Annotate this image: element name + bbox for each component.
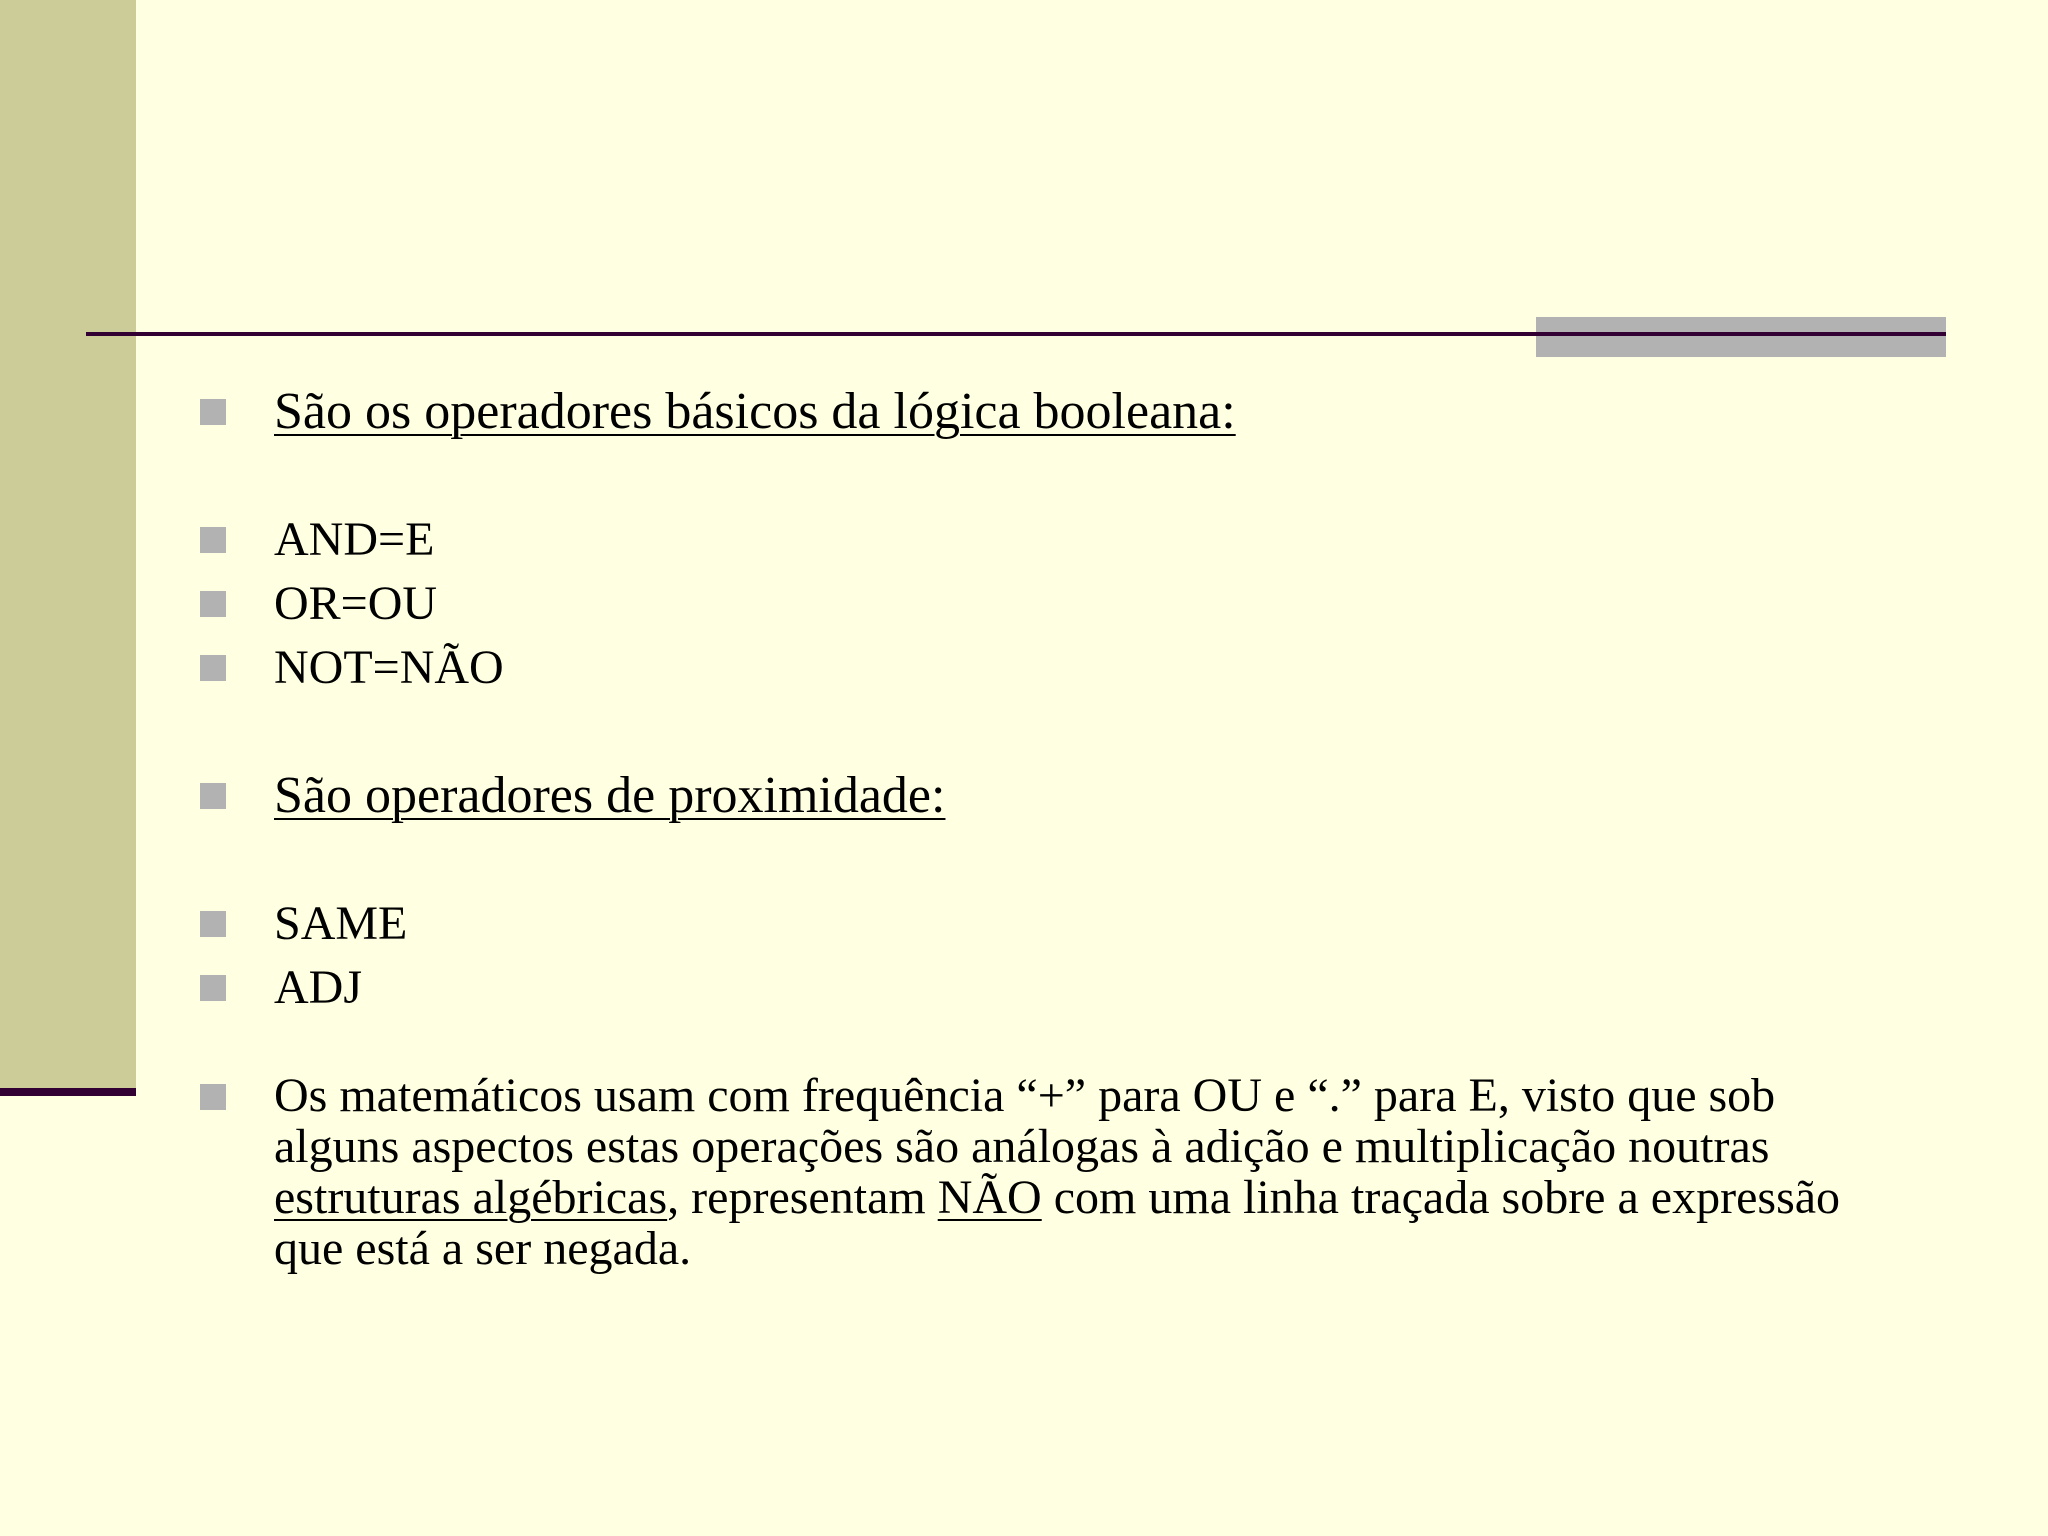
square-bullet-icon — [200, 911, 226, 937]
side-bar-rule — [0, 1088, 136, 1096]
paragraph-text-2: , representam — [667, 1171, 938, 1224]
bullet-heading-basic — [200, 378, 1900, 446]
square-bullet-icon — [200, 591, 226, 617]
heading-basic-operators: São os operadores básicos da lógica booleana: — [274, 383, 1236, 440]
square-bullet-icon — [200, 783, 226, 809]
bullet-heading-proximity — [200, 762, 1900, 830]
title-accent-block — [1536, 317, 1946, 357]
operator-same: SAME — [274, 897, 408, 950]
square-bullet-icon — [200, 1084, 226, 1110]
paragraph-math-notation — [200, 1070, 1900, 1274]
title-accent-rule — [1536, 332, 1946, 336]
list-item-same — [200, 892, 1900, 956]
list-item-not — [200, 636, 1900, 700]
list-item-or — [200, 572, 1900, 636]
square-bullet-icon — [200, 975, 226, 1001]
paragraph-text-1: Os matemáticos usam com frequência “+” para OU e “.” para E, visto que sob alguns aspectos estas operações são análogas à adição e multiplicação noutras — [274, 1069, 1776, 1173]
square-bullet-icon — [200, 527, 226, 553]
operator-and: AND=E — [274, 513, 435, 566]
operator-not: NOT=NÃO — [274, 641, 504, 694]
slide-content — [200, 378, 1900, 1274]
operator-or: OR=OU — [274, 577, 438, 630]
side-bar — [0, 0, 136, 1088]
link-nao[interactable]: NÃO — [937, 1171, 1042, 1224]
square-bullet-icon — [200, 399, 226, 425]
list-item-adj — [200, 956, 1900, 1020]
paragraph-text-3: com uma linha traçada sobre a expressão que está a ser negada. — [274, 1171, 1841, 1275]
heading-proximity-operators: São operadores de proximidade: — [274, 767, 946, 824]
list-item-and — [200, 508, 1900, 572]
operator-adj: ADJ — [274, 961, 363, 1014]
square-bullet-icon — [200, 655, 226, 681]
link-estruturas-algebricas[interactable]: estruturas algébricas — [274, 1171, 668, 1224]
